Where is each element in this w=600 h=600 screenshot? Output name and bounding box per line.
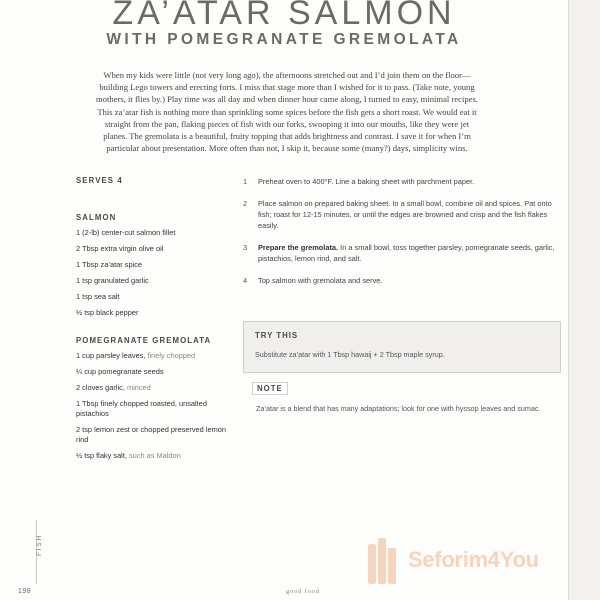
ingredient-text: 1 (2-lb) center-cut salmon fillet: [76, 228, 176, 237]
step-number: 1: [243, 177, 248, 186]
recipe-subtitle: WITH POMEGRANATE GREMOLATA: [106, 31, 462, 48]
ingredient-note: minced: [124, 383, 151, 392]
gremolata-ingredient: [76, 451, 236, 461]
salmon-ingredient: [76, 228, 236, 238]
watermark-logo-icon: [368, 536, 402, 584]
watermark-text: Seforim4You: [408, 547, 539, 572]
try-this-heading: TRY THIS: [255, 331, 299, 340]
step-number: 3: [243, 243, 248, 252]
ingredient-text: 1 Tbsp finely chopped roasted, unsalted pistachios: [76, 399, 207, 418]
instructions-list: [243, 176, 563, 297]
watermark: [368, 530, 539, 590]
try-this-box: [243, 321, 561, 373]
ingredient-text: ½ tsp black pepper: [76, 308, 139, 317]
salmon-heading: SALMON: [76, 213, 117, 222]
recipe-intro: When my kids were little (not very long ago), the afternoons stretched out and I’d join them on the floor—building Lego towers and erecting forts. I miss that stage more than I wished for it to pass. (Take note, young mothers, it flies by.) Play time was all day and when dinner hour came along, I turned to easy, minimal recipes. This za’atar fish is nothing more than sprinkling some spices before the fish gets a short roast. We would eat it straight from the pan, flaking pieces of fish with our forks, swooping it into our mouths, like they were jet planes. The gremolata is a beautiful, fruity topping that adds brightness and contrast. I save it for when I’m particular about presentation. More often than not, I skip it, because some (many?) days, simplicity wins.: [96, 70, 478, 154]
ingredient-text: ½ tsp flaky salt,: [76, 451, 127, 460]
step-text: Prepare the gremolata. In a small bowl, toss together parsley, pomegranate seeds, garlic, pistachios, lemon rind, and salt.: [258, 243, 555, 263]
step-bold-lead: Prepare the gremolata.: [258, 243, 339, 252]
step-number: 4: [243, 276, 248, 285]
gremolata-heading: POMEGRANATE GREMOLATA: [76, 336, 212, 345]
ingredients-column: [76, 176, 236, 461]
serves-label: SERVES 4: [76, 176, 123, 185]
step-text: Top salmon with gremolata and serve.: [258, 276, 383, 285]
salmon-ingredient: [76, 292, 236, 302]
ingredient-text: 1 tsp sea salt: [76, 292, 120, 301]
note-heading: NOTE: [252, 382, 288, 395]
salmon-ingredient: [76, 260, 236, 270]
step-text: Preheat oven to 400°F. Line a baking sheet with parchment paper.: [258, 177, 475, 186]
ingredient-text: ¼ cup pomegranate seeds: [76, 367, 164, 376]
recipe-title: ZA’ATAR SALMON: [112, 0, 456, 32]
note-body: Za’atar is a blend that has many adaptations; look for one with hyssop leaves and sumac.: [256, 404, 541, 413]
gremolata-ingredient: [76, 383, 236, 393]
gremolata-ingredient: [76, 399, 236, 419]
ingredient-note: finely chopped: [145, 351, 196, 360]
salmon-ingredient: [76, 276, 236, 286]
instruction-step: [243, 275, 563, 286]
gremolata-ingredient: [76, 351, 236, 361]
section-label: FISH: [36, 533, 43, 556]
gremolata-ingredient: [76, 367, 236, 377]
gremolata-ingredient-list: [76, 351, 236, 461]
salmon-ingredient: [76, 308, 236, 318]
step-number: 2: [243, 199, 248, 208]
instruction-step: [243, 176, 563, 187]
step-text: Place salmon on prepared baking sheet. In a small bowl, combine oil and spices. Pat onto fish; roast for 12-15 minutes, or until the edges are browned and crisp and the fish flakes easily.: [258, 199, 552, 230]
gremolata-ingredient: [76, 425, 236, 445]
instruction-step: [243, 242, 563, 264]
ingredient-text: 1 Tbsp za’atar spice: [76, 260, 143, 269]
salmon-ingredient: [76, 244, 236, 254]
ingredient-text: 2 tsp lemon zest or chopped preserved lemon rind: [76, 425, 226, 444]
ingredient-text: 2 cloves garlic,: [76, 383, 125, 392]
try-this-body: Substitute za’atar with 1 Tbsp hawaij + 2 Tbsp maple syrup.: [255, 350, 445, 359]
ingredient-text: 1 tsp granulated garlic: [76, 276, 149, 285]
footer-text: good food: [286, 588, 320, 595]
instruction-step: [243, 198, 563, 231]
page-number: 198: [18, 588, 32, 595]
ingredient-text: 1 cup parsley leaves,: [76, 351, 146, 360]
ingredient-note: such as Maldon: [126, 451, 181, 460]
salmon-ingredient-list: [76, 228, 236, 318]
ingredient-text: 2 Tbsp extra virgin olive oil: [76, 244, 164, 253]
